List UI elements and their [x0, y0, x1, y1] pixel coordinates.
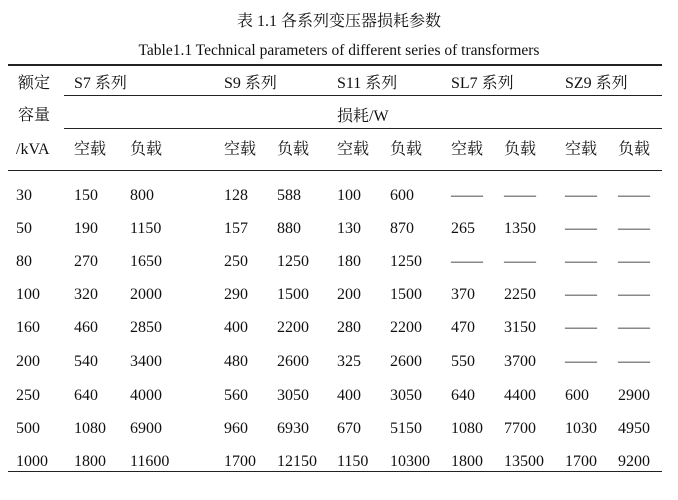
table-cell: —— [565, 253, 597, 270]
table-cell: 2850 [130, 319, 162, 336]
table-cell: 3400 [130, 353, 162, 370]
table-cell: 1030 [565, 420, 597, 437]
table-cell: 1150 [337, 453, 369, 470]
table-cell: 4950 [618, 420, 650, 437]
header-capacity: 容量 [18, 107, 51, 124]
table-cell: 3050 [390, 387, 422, 404]
table-cell: 1080 [74, 420, 106, 437]
table-cell: 157 [224, 220, 248, 237]
header-load-1: 负载 [130, 141, 163, 158]
table-cell: 200 [337, 286, 361, 303]
table-cell: 320 [74, 286, 98, 303]
table-cell: 2600 [390, 353, 422, 370]
table-cell: 1250 [277, 253, 309, 270]
table-cell: 6900 [130, 420, 162, 437]
header-bottom-rule [8, 170, 662, 171]
header-loss-label: 损耗/W [337, 108, 389, 125]
table-cell: 470 [451, 319, 475, 336]
table-cell: —— [618, 286, 650, 303]
table-cell: 1800 [74, 453, 106, 470]
header-noload-5: 空载 [565, 141, 598, 158]
table-cell: 400 [224, 319, 248, 336]
top-rule [8, 64, 662, 66]
table-cell: 640 [451, 387, 475, 404]
table-cell: 4000 [130, 387, 162, 404]
header-noload-2: 空载 [224, 141, 257, 158]
table-cell: 2900 [618, 387, 650, 404]
header-noload-1: 空载 [74, 141, 107, 158]
table-cell: 270 [74, 253, 98, 270]
row-capacity-500: 500 [16, 420, 40, 437]
table-cell: 370 [451, 286, 475, 303]
header-unit-kva: /kVA [16, 141, 50, 158]
table-cell: 250 [224, 253, 248, 270]
table-cell: 7700 [504, 420, 536, 437]
row-capacity-200: 200 [16, 353, 40, 370]
table-cell: 150 [74, 187, 98, 204]
table-cell: 588 [277, 187, 301, 204]
table-cell: 480 [224, 353, 248, 370]
table-cell: 12150 [277, 453, 317, 470]
table-cell: 9200 [618, 453, 650, 470]
table-cell: 2000 [130, 286, 162, 303]
table-title-english: Table1.1 Technical parameters of different series of transformers [138, 42, 540, 59]
table-cell: 1150 [130, 220, 162, 237]
header-load-5: 负载 [618, 141, 651, 158]
table-cell: 960 [224, 420, 248, 437]
table-cell: 280 [337, 319, 361, 336]
row-capacity-100: 100 [16, 286, 40, 303]
table-cell: 1350 [504, 220, 536, 237]
bottom-rule [8, 471, 662, 472]
series-rule [64, 95, 662, 96]
table-cell: 5150 [390, 420, 422, 437]
table-cell: 540 [74, 353, 98, 370]
table-cell: 800 [130, 187, 154, 204]
header-series-4: SL7 系列 [451, 75, 514, 92]
table-cell: 1500 [277, 286, 309, 303]
table-cell: —— [451, 187, 483, 204]
table-title-chinese: 表 1.1 各系列变压器损耗参数 [236, 13, 441, 30]
table-cell: 10300 [390, 453, 430, 470]
table-cell: 1080 [451, 420, 483, 437]
table-cell: 870 [390, 220, 414, 237]
table-cell: 1700 [565, 453, 597, 470]
row-capacity-1000: 1000 [16, 453, 48, 470]
table-cell: —— [618, 187, 650, 204]
table-cell: —— [618, 353, 650, 370]
table-cell: 880 [277, 220, 301, 237]
table-cell: 1800 [451, 453, 483, 470]
header-load-3: 负载 [390, 141, 423, 158]
table-cell: 4400 [504, 387, 536, 404]
table-cell: 190 [74, 220, 98, 237]
header-load-2: 负载 [277, 141, 310, 158]
table-cell: 3700 [504, 353, 536, 370]
row-capacity-160: 160 [16, 319, 40, 336]
header-series-3: S11 系列 [337, 75, 398, 92]
table-cell: 2200 [277, 319, 309, 336]
table-cell: 550 [451, 353, 475, 370]
table-cell: 2600 [277, 353, 309, 370]
table-cell: 3050 [277, 387, 309, 404]
header-series-2: S9 系列 [224, 75, 277, 92]
table-cell: 1500 [390, 286, 422, 303]
header-noload-3: 空载 [337, 141, 370, 158]
table-cell: 290 [224, 286, 248, 303]
table-cell: —— [618, 220, 650, 237]
table-cell: 100 [337, 187, 361, 204]
header-series-5: SZ9 系列 [565, 75, 628, 92]
table-cell: 130 [337, 220, 361, 237]
table-cell: —— [504, 253, 536, 270]
table-cell: 6930 [277, 420, 309, 437]
table-cell: —— [504, 187, 536, 204]
table-cell: —— [618, 319, 650, 336]
row-capacity-50: 50 [16, 220, 32, 237]
row-capacity-250: 250 [16, 387, 40, 404]
table-cell: 670 [337, 420, 361, 437]
table-cell: 13500 [504, 453, 544, 470]
table-cell: —— [451, 253, 483, 270]
table-cell: 3150 [504, 319, 536, 336]
table-cell: —— [565, 286, 597, 303]
header-load-4: 负载 [504, 141, 537, 158]
table-cell: —— [618, 253, 650, 270]
row-capacity-30: 30 [16, 187, 32, 204]
loss-rule [64, 128, 662, 129]
table-cell: 325 [337, 353, 361, 370]
table-cell: —— [565, 220, 597, 237]
table-cell: 600 [390, 187, 414, 204]
table-cell: —— [565, 187, 597, 204]
table-cell: 1250 [390, 253, 422, 270]
table-cell: 560 [224, 387, 248, 404]
header-rated: 额定 [18, 75, 51, 92]
table-cell: —— [565, 319, 597, 336]
header-noload-4: 空载 [451, 141, 484, 158]
row-capacity-80: 80 [16, 253, 32, 270]
table-cell: 1700 [224, 453, 256, 470]
table-cell: 640 [74, 387, 98, 404]
table-cell: 1650 [130, 253, 162, 270]
table-cell: 600 [565, 387, 589, 404]
table-cell: —— [565, 353, 597, 370]
table-cell: 265 [451, 220, 475, 237]
table-cell: 128 [224, 187, 248, 204]
table-cell: 2200 [390, 319, 422, 336]
table-cell: 180 [337, 253, 361, 270]
table-cell: 11600 [130, 453, 170, 470]
table-cell: 460 [74, 319, 98, 336]
header-series-1: S7 系列 [74, 75, 127, 92]
table-cell: 2250 [504, 286, 536, 303]
table-cell: 400 [337, 387, 361, 404]
